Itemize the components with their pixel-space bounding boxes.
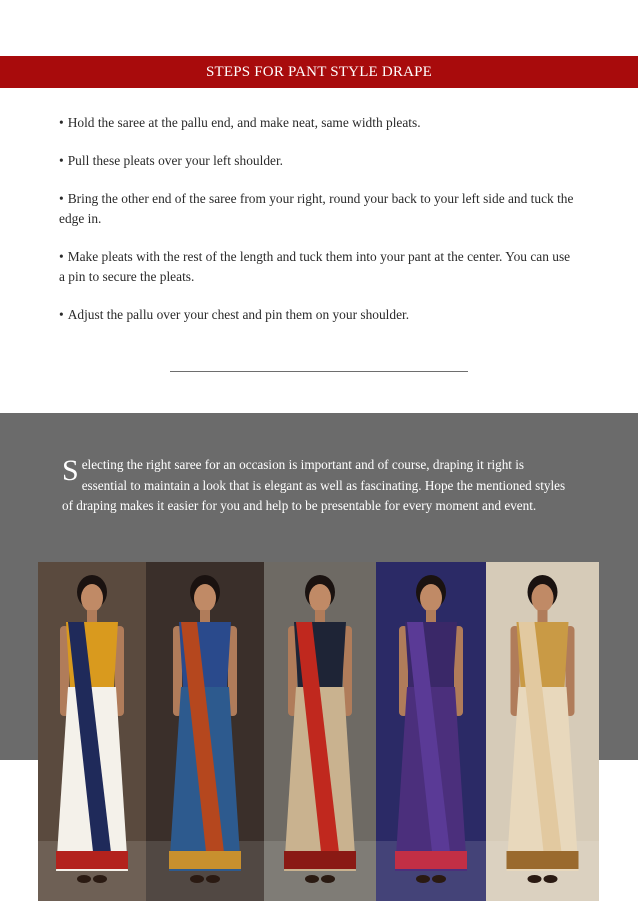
bullet-icon: •: [59, 249, 64, 264]
face: [420, 584, 442, 612]
saree-border: [169, 851, 241, 869]
face: [532, 584, 554, 612]
model-purple-saree-photo: [376, 562, 486, 901]
model-mustard-jacket-saree-photo: [486, 562, 599, 901]
right-foot: [206, 875, 220, 883]
step-item: [59, 151, 579, 171]
face: [81, 584, 103, 612]
step-text: Make pleats with the rest of the length and tuck them into your pant at the center. You can use a pin to secure the pleats.: [59, 249, 571, 284]
left-foot: [305, 875, 319, 883]
section-header-banner: [0, 56, 638, 88]
model-blue-saree-photo: [146, 562, 264, 901]
saree-models-photo-collage: [38, 562, 599, 901]
step-item: [59, 189, 579, 229]
bullet-icon: •: [59, 191, 64, 206]
left-foot: [77, 875, 91, 883]
neck: [538, 610, 548, 622]
bullet-icon: •: [59, 115, 64, 130]
step-text: Bring the other end of the saree from your right, round your back to your left side and tuck the edge in.: [59, 191, 574, 226]
neck: [87, 610, 97, 622]
model-red-saree-photo: [264, 562, 376, 901]
face: [309, 584, 331, 612]
intro-paragraph: [62, 455, 570, 517]
saree-border: [395, 851, 467, 869]
saree-border: [284, 851, 356, 869]
left-foot: [190, 875, 204, 883]
neck: [426, 610, 436, 622]
right-foot: [544, 875, 558, 883]
section-divider: [170, 371, 468, 372]
right-foot: [321, 875, 335, 883]
model-yellow-white-saree-photo: [38, 562, 146, 901]
bullet-icon: •: [59, 307, 64, 322]
step-text: Hold the saree at the pallu end, and make neat, same width pleats.: [67, 115, 421, 130]
step-text: Pull these pleats over your left shoulder.: [67, 153, 284, 168]
step-text: Adjust the pallu over your chest and pin them on your shoulder.: [67, 307, 410, 322]
step-item: [59, 305, 579, 325]
left-foot: [416, 875, 430, 883]
neck: [315, 610, 325, 622]
face: [194, 584, 216, 612]
step-item: [59, 113, 579, 133]
step-item: [59, 247, 579, 287]
bullet-icon: •: [59, 153, 64, 168]
right-foot: [93, 875, 107, 883]
steps-list: [59, 113, 579, 343]
neck: [200, 610, 210, 622]
saree-border: [56, 851, 128, 869]
section-title: STEPS FOR PANT STYLE DRAPE: [205, 63, 433, 80]
right-foot: [432, 875, 446, 883]
dropcap-letter: S: [62, 454, 79, 487]
saree-border: [507, 851, 579, 869]
intro-text: electing the right saree for an occasion is important and of course, draping it right is essential to maintain a look that is elegant as well as fascinating. Hope the mentioned styles of draping makes it easier for you and help to be presentable for every moment and event.: [62, 457, 566, 513]
left-foot: [528, 875, 542, 883]
